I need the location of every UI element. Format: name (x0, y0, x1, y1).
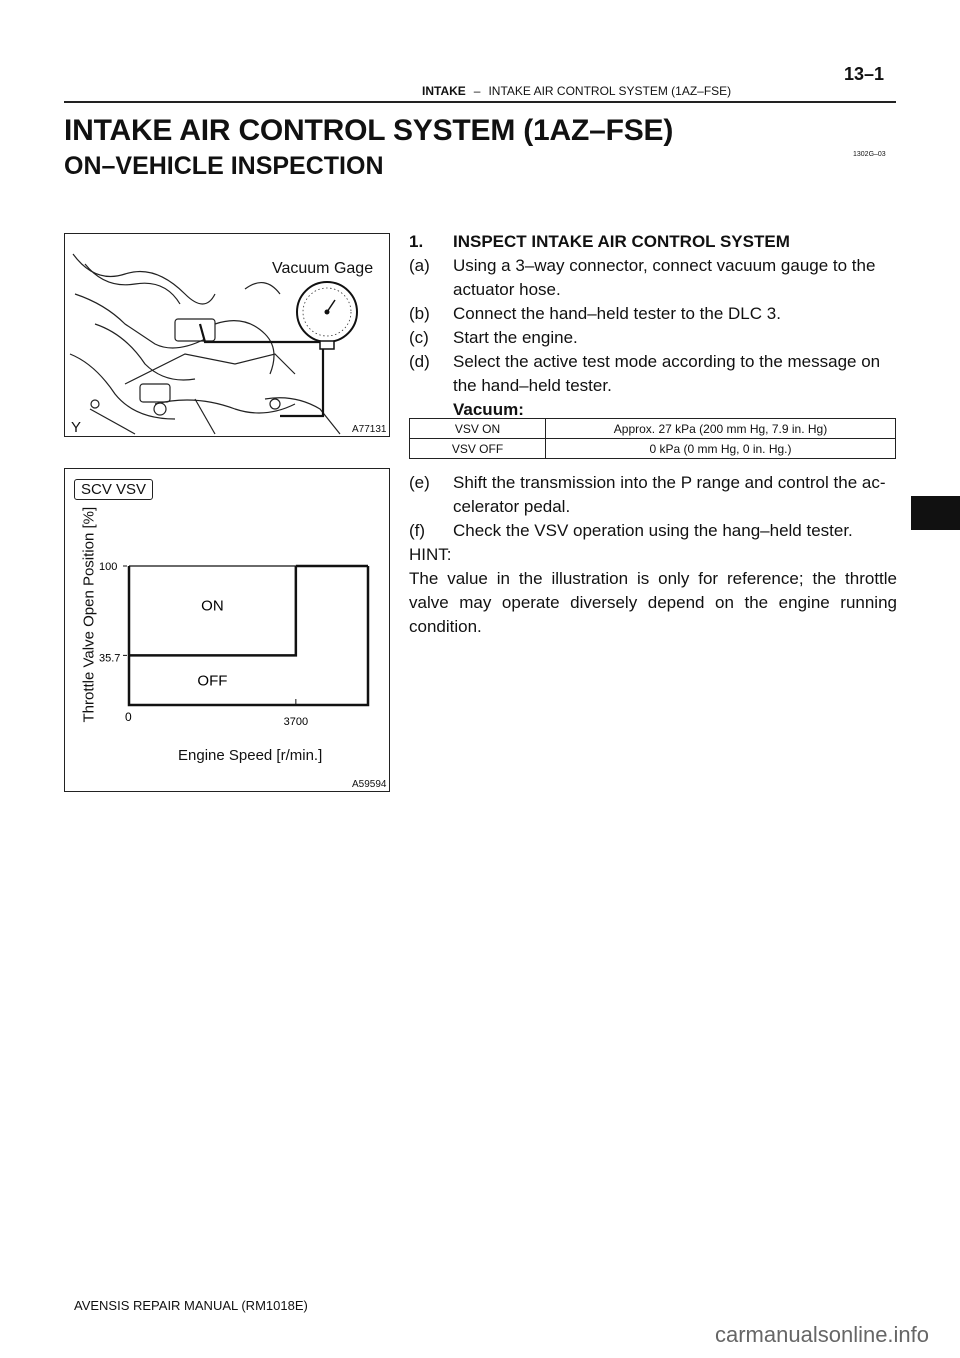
y-tick-label: 100 (99, 561, 118, 573)
section-tab (911, 496, 960, 530)
table-cell: 0 kPa (0 mm Hg, 0 in. Hg.) (546, 439, 896, 459)
chart-badge: SCV VSV (74, 479, 153, 500)
scv-vsv-figure (64, 468, 390, 792)
header-rule (64, 101, 896, 103)
region-label-off: OFF (197, 672, 228, 690)
watermark: carmanualsonline.info (715, 1322, 930, 1347)
figure-code: A77131 (352, 424, 387, 435)
page-number: 13–1 (844, 64, 885, 84)
y-axis-label: Throttle Valve Open Position [%] (80, 506, 98, 723)
step-c: (c) Start the engine. (409, 328, 578, 347)
table-row (410, 419, 896, 439)
x-axis-label: Engine Speed [r/min.] (178, 747, 323, 764)
table-cell: Approx. 27 kPa (200 mm Hg, 7.9 in. Hg) (546, 419, 896, 439)
running-header (422, 84, 731, 98)
table-row (410, 439, 896, 459)
figure-code: A59594 (352, 779, 387, 790)
step-a: (a) Using a 3–way connector, connect vacuum gauge to the actuator hose. (409, 256, 876, 299)
vacuum-spec-table (409, 418, 896, 459)
page-title: INTAKE AIR CONTROL SYSTEM (1AZ–FSE) (64, 114, 674, 147)
table-cell: VSV OFF (410, 439, 546, 459)
hint-text: The value in the illustration is only for reference; the throttle valve may operate diversely depend on the engine running condition. (409, 569, 897, 636)
x-tick-label: 3700 (283, 716, 309, 728)
table-cell: VSV ON (410, 419, 546, 439)
header-dash: – (473, 84, 481, 98)
step-f: (f) Check the VSV operation using the hang–held tester. (409, 521, 853, 540)
footer: AVENSIS REPAIR MANUAL (RM1018E) (74, 1298, 308, 1313)
plot-frame (129, 566, 368, 705)
region-label-on: ON (201, 597, 224, 615)
x-tick-label: 0 (125, 710, 132, 724)
vacuum-gauge-figure (64, 233, 390, 437)
vacuum-gauge-icon (297, 282, 357, 349)
hint-label: HINT: (409, 545, 452, 564)
y-tick-label: 35.7 (99, 652, 121, 665)
chart-svg (65, 469, 388, 790)
step-e: (e) Shift the transmission into the P range and control the ac-celerator pedal. (409, 473, 886, 516)
doc-id: 1302G–03 (853, 151, 886, 158)
header-section: INTAKE (422, 84, 466, 98)
header-subtitle: INTAKE AIR CONTROL SYSTEM (1AZ–FSE) (488, 84, 732, 98)
step-1: 1. INSPECT INTAKE AIR CONTROL SYSTEM (409, 232, 790, 251)
inspection-steps-continued (409, 471, 897, 639)
vacuum-gage-label: Vacuum Gage (272, 260, 374, 277)
inspection-steps (409, 230, 897, 422)
step-b: (b) Connect the hand–held tester to the DLC 3. (409, 304, 781, 323)
section-title: ON–VEHICLE INSPECTION (64, 152, 384, 180)
corner-mark: Y (71, 419, 82, 436)
step-d: (d) Select the active test mode according to the message on the hand–held tester. (409, 352, 881, 395)
spec-label: Vacuum: (453, 400, 524, 419)
